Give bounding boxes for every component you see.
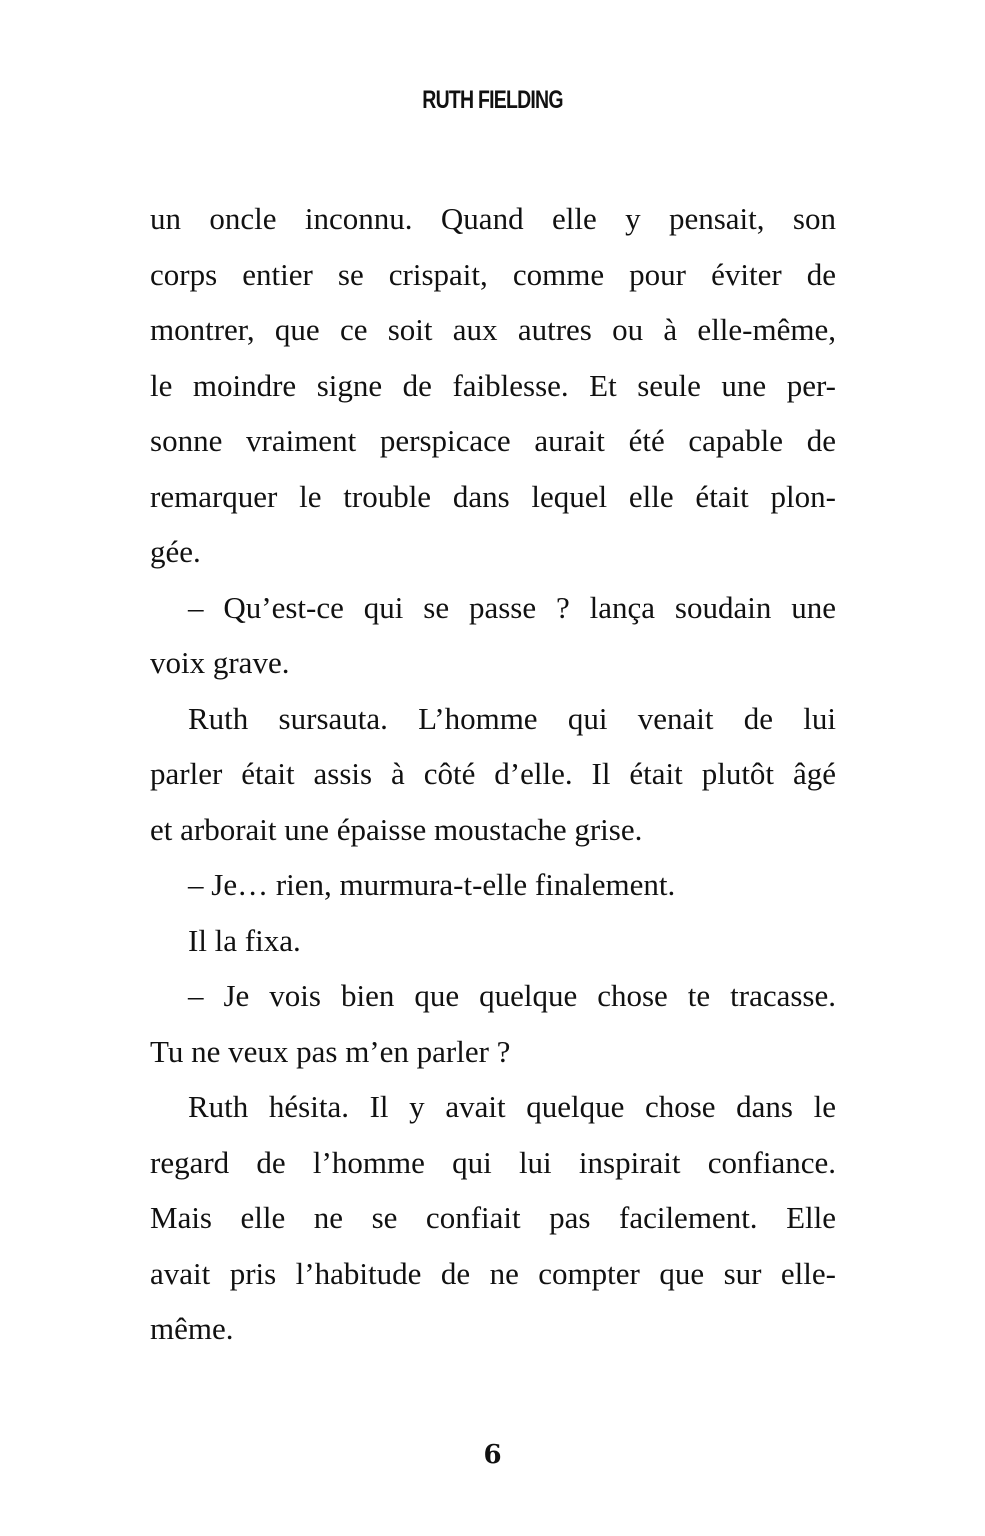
text-line: même.: [150, 1311, 234, 1346]
text-line: – Je… rien, murmura-t-elle finalement.: [188, 867, 676, 902]
text-line: remarquer le trouble dans lequel elle était plon-: [150, 478, 836, 514]
text-line: Ruth sursauta. L’homme qui venait de lui: [188, 700, 836, 736]
text-line: voix grave.: [150, 645, 290, 680]
text-line: le moindre signe de faiblesse. Et seule une per-: [150, 367, 836, 403]
text-line: regard de l’homme qui lui inspirait confiance.: [150, 1144, 836, 1180]
text-line: et arborait une épaisse moustache grise.: [150, 811, 643, 847]
text-line: Mais elle ne se confiait pas facilement. Elle: [150, 1200, 836, 1235]
page-number: 6: [483, 1440, 502, 1470]
text-line: Ruth hésita. Il y avait quelque chose dans le: [188, 1089, 836, 1124]
text-line: – Qu’est-ce qui se passe ? lança soudain une: [188, 589, 836, 625]
text-line: corps entier se crispait, comme pour éviter de: [150, 256, 836, 292]
text-line: montrer, que ce soit aux autres ou à elle-même,: [150, 312, 836, 347]
text-line: – Je vois bien que quelque chose te tracasse.: [188, 978, 836, 1013]
text-line: gée.: [150, 534, 201, 569]
body-text: [150, 191, 836, 1357]
text-line: parler était assis à côté d’elle. Il était plutôt âgé: [150, 756, 836, 791]
running-head: RUTH FIELDING: [422, 86, 563, 114]
text-line: un oncle inconnu. Quand elle y pensait, son: [150, 201, 836, 236]
text-line: avait pris l’habitude de ne compter que sur elle-: [150, 1255, 836, 1291]
text-line: Il la fixa.: [188, 922, 301, 958]
text-line: sonne vraiment perspicace aurait été capable de: [150, 423, 836, 458]
text-line: Tu ne veux pas m’en parler ?: [150, 1033, 511, 1069]
